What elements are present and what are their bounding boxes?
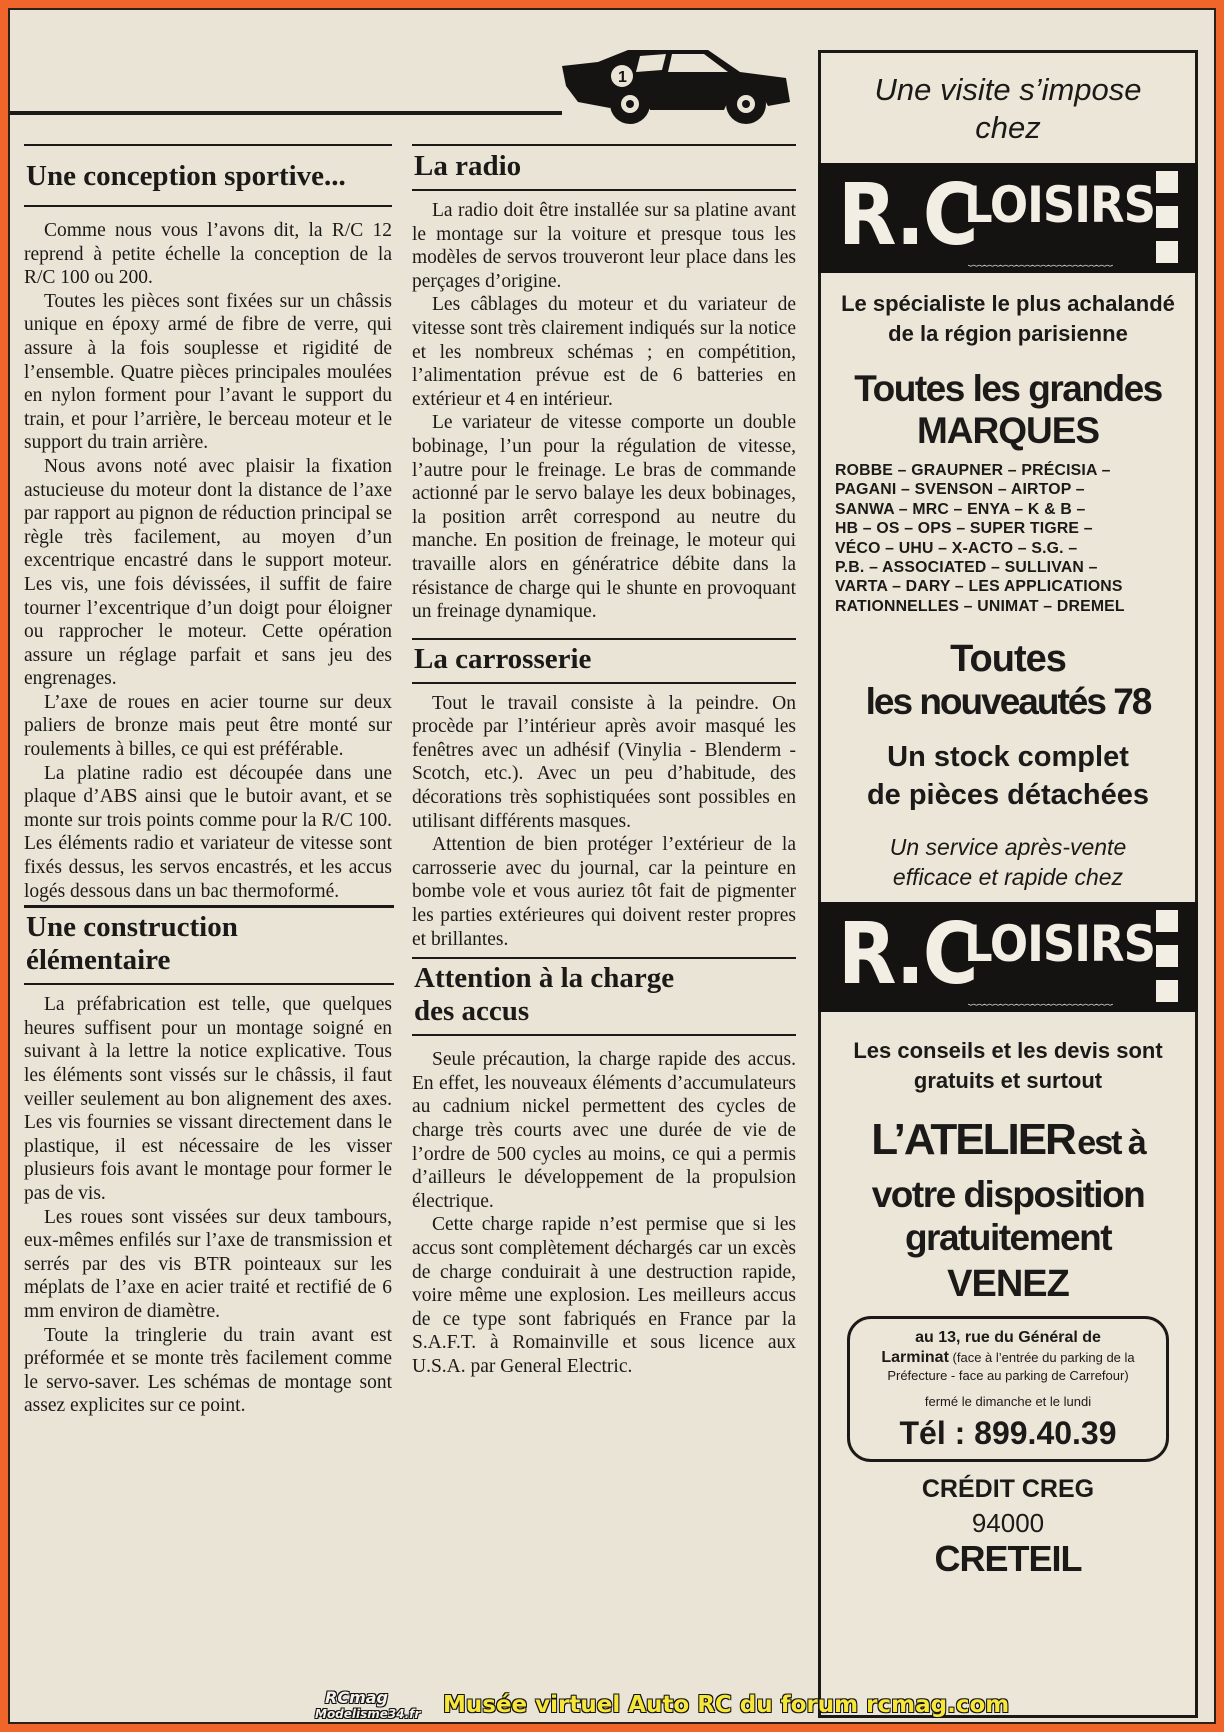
rcmag-logo-subtitle: Modelisme34.fr	[315, 1707, 421, 1721]
logo-loisirs: LOISIRS	[964, 915, 1155, 974]
address-note: (face à l’entrée du parking de la Préfecture - face au parking de Carrefour)	[887, 1350, 1135, 1384]
paragraph: La radio doit être installée sur sa platine avant le montage sur la voiture et presque tous les modèles de servos trouveront leur place dans les perçages d’origine.	[412, 200, 796, 292]
paragraph: Comme nous vous l’avons dit, la R/C 12 reprend à petite échelle la conception de la R/C 100 ou 200.	[24, 220, 392, 289]
paragraph: Attention de bien protéger l’extérieur de la carrosserie avec du journal, car la peinture en bombe vole et vous auriez tôt fait de pigmenter les parties extérieures qui doivent rester propres et brillantes.	[412, 834, 796, 950]
address-line-2	[858, 1349, 1158, 1385]
atelier-line-4: gratuitement	[904, 1217, 1112, 1259]
brand-line: VÉCO – UHU – X-ACTO – S.G. –	[835, 539, 1078, 557]
phone-number: Tél : 899.40.39	[899, 1415, 1117, 1452]
brand-line: VARTA – DARY – LES APPLICATIONS	[835, 578, 1123, 596]
address-street-end: Larminat	[881, 1349, 949, 1367]
brand-line: SANWA – MRC – ENYA – K & B –	[835, 500, 1086, 518]
brand-line: P.B. – ASSOCIATED – SULLIVAN –	[835, 559, 1098, 577]
paragraph: La platine radio est découpée dans une plaque d’ABS ainsi que le butoir avant, et se monte sur trois points comme pour la R/C 100. Les éléments radio et variateur de vitesse sont fixés dessus, les servos encastrés, et les accus logés dessous dans un bac thermoformé.	[24, 762, 392, 902]
atelier-est-a: est à	[1077, 1124, 1145, 1163]
wave-decoration: ﹏﹏﹏﹏﹏﹏﹏﹏﹏	[968, 250, 1112, 270]
section-heading: La carrosserie	[412, 638, 796, 684]
logo-rc: R.C	[838, 164, 977, 265]
city: CRETEIL	[934, 1538, 1082, 1580]
paragraph: Le variateur de vitesse comporte un double bobinage, l’un pour la régulation de vitesse, l’autre pour le freinage. Le bras de commande actionné par le servo balaye les deux bobinages, la position arrêt correspond au neutre du manche. En position de freinage, le moteur qui travaille alors en génératrice débite dans la résistance de charge qui le shunte en provoquant un freinage dynamique.	[412, 412, 796, 623]
logo-bars	[1156, 171, 1178, 263]
stock-line-1: Un stock complet	[887, 741, 1129, 774]
address-box	[847, 1316, 1169, 1462]
forum-watermark	[315, 1688, 1010, 1724]
paragraph: Seule précaution, la charge rapide des accus. En effet, les nouveaux éléments d’accumulateurs au cadnium nickel permettent des cycles de charge très courts avec une durée de vie de l’ordre de 500 cycles au moins, ce qui a permis d’ailleurs le développement de la propulsion électrique.	[412, 1049, 796, 1212]
paragraph: Cette charge rapide n’est permise que si les accus sont complètement déchargés car un excès de charge conduirait à une destruction rapide, voire même une explosion. Les meilleurs accus de ce type sont fabriqués en France par la S.A.F.T. à Romainville et sous licence aux U.S.A. par General Electric.	[412, 1214, 796, 1377]
brand-line: ROBBE – GRAUPNER – PRÉCISIA –	[835, 462, 1111, 479]
rcmag-logo	[315, 1690, 420, 1722]
postcode: 94000	[971, 1508, 1045, 1539]
logo-bars	[1156, 910, 1178, 1002]
section-heading: Attention à la charge des accus	[412, 957, 796, 1036]
stock-line-2: de pièces détachées	[866, 779, 1150, 812]
logo-loisirs: LOISIRS	[964, 176, 1155, 234]
top-rule	[10, 111, 562, 115]
new-products-title-2: les nouveautés 78	[865, 681, 1151, 723]
race-car-illustration	[558, 44, 798, 128]
brand-line: PAGANI – SVENSON – AIRTOP –	[835, 481, 1085, 499]
paragraph: Tout le travail consiste à la peindre. On procède par l’intérieur après avoir masqué les fenêtres avec un adhésif (Vinylia - Blenderm - Scotch, etc.). Avec un peu d’habitude, des décorations très sophistiquées sont possibles en utilisant différents masques.	[412, 692, 796, 832]
atelier-line-3: votre disposition	[871, 1174, 1145, 1216]
rc-loisirs-advertisement	[818, 50, 1198, 1718]
paragraph: Les roues sont vissées sur deux tambours, eux-mêmes enfilés sur l’axe de transmission et serrés par des vis BTR pointeaux sur les méplats de l’axe en acier traité et rectifié de 6 mm environ de diamètre.	[24, 1206, 392, 1322]
new-products-title: Toutes	[950, 638, 1066, 681]
paragraph: Les câblages du moteur et du variateur de vitesse sont très clairement indiqués sur la notice et les nombreux schémas ; en compétition, l’alimentation prévue est de 6 batteries en extérieur et 4 en intérieur.	[412, 294, 796, 410]
rc-loisirs-logo-2	[818, 902, 1198, 1012]
closing-days: fermé le dimanche et le lundi	[924, 1394, 1092, 1410]
rc-loisirs-logo	[818, 163, 1198, 273]
rcmag-logo-title: RCmag	[325, 1688, 388, 1707]
credit-text: CRÉDIT CREG	[921, 1475, 1095, 1504]
ad-tagline: Le spécialiste le plus achalandé de la région parisienne	[841, 291, 1175, 346]
atelier-word: L’ATELIER	[871, 1115, 1075, 1165]
service-text: Un service après-vente efficace et rapide chez	[889, 834, 1127, 891]
brand-line: RATIONNELLES – UNIMAT – DREMEL	[835, 597, 1125, 615]
article-column-1	[24, 144, 392, 1418]
section-heading: La radio	[412, 144, 796, 191]
address-line-1: au 13, rue du Général de	[915, 1329, 1101, 1347]
logo-rc: R.C	[838, 903, 977, 1004]
paragraph: Nous avons noté avec plaisir la fixation astucieuse du moteur dont la distance de l’axe par rapport au pignon de réduction principal se règle très facilement, au moyen d’un excentrique encastré dans le support moteur. Les vis, une fois dévissées, il suffit de faire tourner l’excentrique d’un doigt pour éloigner ou rapprocher le moteur. Cette opération assure un réglage parfait et sans jeu des engrenages.	[24, 455, 392, 690]
brands-title: Toutes les grandes	[854, 368, 1162, 409]
svg-text:1: 1	[618, 69, 627, 86]
venez-text: VENEZ	[947, 1263, 1069, 1306]
article-column-2	[412, 144, 796, 1379]
paragraph: La préfabrication est telle, que quelques heures suffisent pour un montage soigné en suivant à la lettre la notice explicative. Tous les éléments sont vissés sur le châssis, il faut veiller seulement au bon alignement des axes. Les vis fournies se vissant directement dans le plastique, il est nécessaire de les visser plusieurs fois avant le montage pour former le pas de vis.	[24, 994, 392, 1204]
magazine-page	[8, 8, 1216, 1724]
atelier-heading	[821, 1116, 1195, 1174]
brands-list	[835, 461, 1183, 616]
paragraph: L’axe de roues en acier tourne sur deux paliers de bronze mais peut être monté sur roulements à billes, ce qui est préférable.	[24, 691, 392, 761]
paragraph: Toute la tringlerie du train avant est préformée et se monte très facilement comme le servo-saver. Les schémas de montage sont assez explicites sur ce point.	[24, 1324, 392, 1417]
ad-intro: Une visite s’impose chez	[874, 72, 1142, 145]
advice-text: Les conseils et les devis sont gratuits et surtout	[853, 1038, 1163, 1094]
section-heading: Une construction élémentaire	[24, 905, 394, 985]
watermark-text: Musée virtuel Auto RC du forum rcmag.com	[443, 1692, 1010, 1718]
paragraph: Toutes les pièces sont fixées sur un châssis unique en époxy armé de fibre de verre, qui assure à la fois souplesse et rigidité de l’ensemble. Quatre pièces principales moulées en nylon forment pour l’avant le support du train, et pour l’arrière, le berceau moteur et le support du train arrière.	[24, 290, 392, 454]
brands-title-2: MARQUES	[916, 410, 1100, 451]
brand-line: HB – OS – OPS – SUPER TIGRE –	[835, 520, 1093, 538]
wave-decoration: ﹏﹏﹏﹏﹏﹏﹏﹏﹏	[968, 989, 1112, 1010]
section-heading: Une conception sportive...	[24, 144, 392, 207]
